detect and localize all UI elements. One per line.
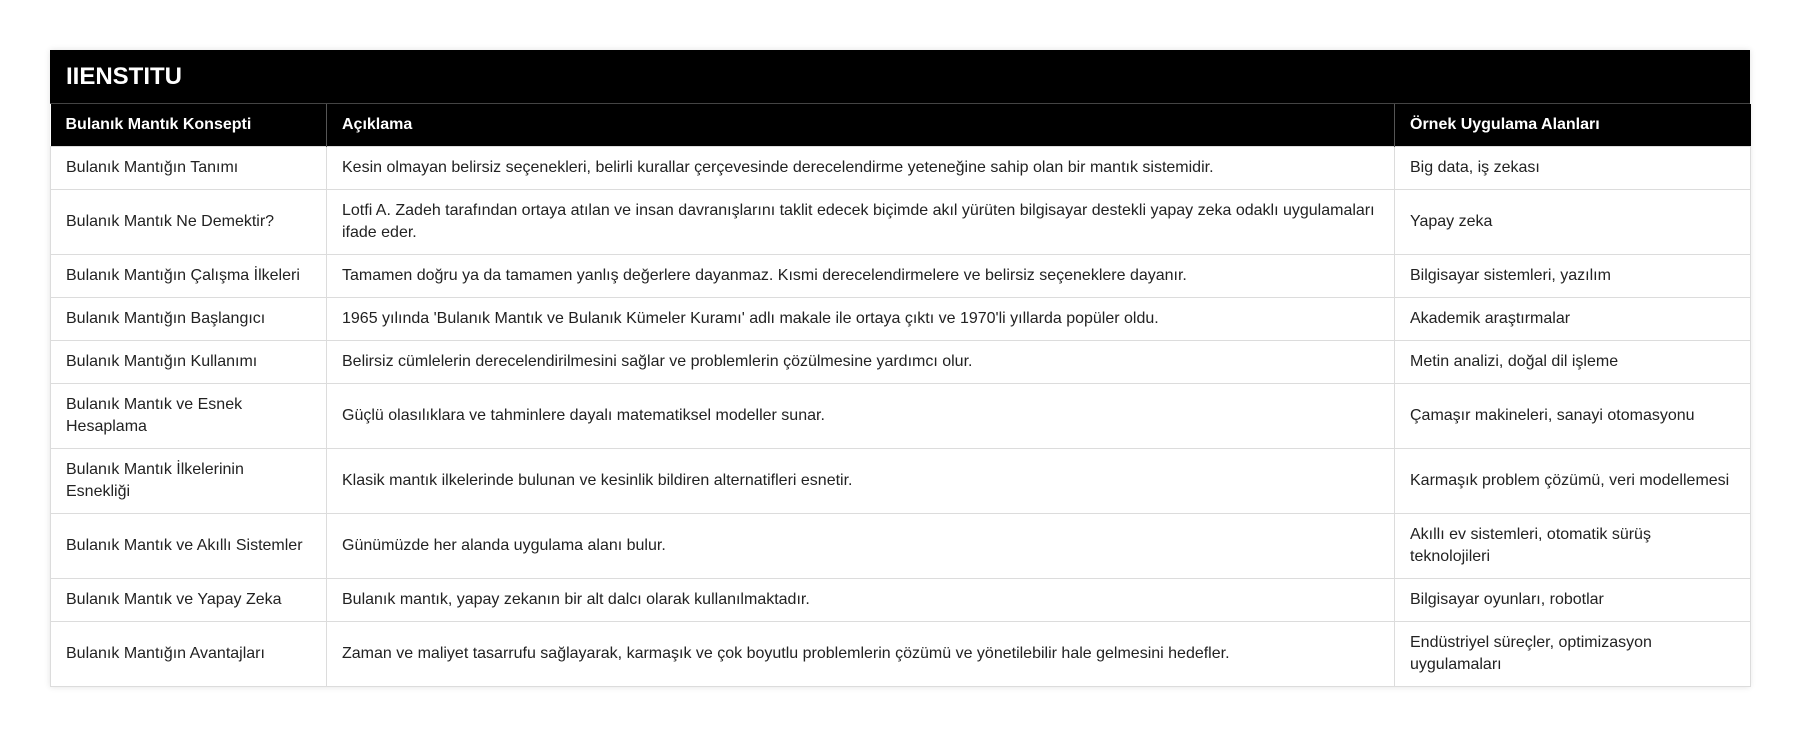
description-cell: Lotfi A. Zadeh tarafından ortaya atılan ve insan davranışlarını taklit edecek biçimde akıl yürüten bilgisayar destekli yapay zeka odaklı uygulamaları ifade eder. <box>327 189 1395 254</box>
application-cell: Bilgisayar sistemleri, yazılım <box>1395 254 1751 297</box>
concept-cell: Bulanık Mantığın Avantajları <box>51 621 327 686</box>
application-cell: Karmaşık problem çözümü, veri modellemesi <box>1395 448 1751 513</box>
concept-table <box>50 104 1751 687</box>
header-description: Açıklama <box>327 104 1395 146</box>
concept-cell: Bulanık Mantığın Başlangıcı <box>51 297 327 340</box>
application-cell: Bilgisayar oyunları, robotlar <box>1395 578 1751 621</box>
description-cell: Günümüzde her alanda uygulama alanı bulur. <box>327 513 1395 578</box>
table-row <box>51 254 1751 297</box>
header-concept: Bulanık Mantık Konsepti <box>51 104 327 146</box>
application-cell: Big data, iş zekası <box>1395 146 1751 189</box>
description-cell: Zaman ve maliyet tasarrufu sağlayarak, karmaşık ve çok boyutlu problemlerin çözümü ve yönetilebilir hale gelmesini hedefler. <box>327 621 1395 686</box>
application-cell: Çamaşır makineleri, sanayi otomasyonu <box>1395 383 1751 448</box>
concept-cell: Bulanık Mantığın Kullanımı <box>51 340 327 383</box>
table-row <box>51 383 1751 448</box>
table-row <box>51 621 1751 686</box>
description-cell: Güçlü olasılıklara ve tahminlere dayalı matematiksel modeller sunar. <box>327 383 1395 448</box>
description-cell: Kesin olmayan belirsiz seçenekleri, belirli kurallar çerçevesinde derecelendirme yeteneğine sahip olan bir mantık sistemidir. <box>327 146 1395 189</box>
table-title: IIENSTITU <box>50 50 1750 104</box>
application-cell: Akademik araştırmalar <box>1395 297 1751 340</box>
header-row <box>51 104 1751 146</box>
concept-cell: Bulanık Mantık ve Yapay Zeka <box>51 578 327 621</box>
table-row <box>51 340 1751 383</box>
table-container <box>50 50 1750 687</box>
application-cell: Metin analizi, doğal dil işleme <box>1395 340 1751 383</box>
application-cell: Yapay zeka <box>1395 189 1751 254</box>
description-cell: Tamamen doğru ya da tamamen yanlış değerlere dayanmaz. Kısmi derecelendirmelere ve belirsiz seçeneklere dayanır. <box>327 254 1395 297</box>
description-cell: 1965 yılında 'Bulanık Mantık ve Bulanık Kümeler Kuramı' adlı makale ile ortaya çıktı ve 1970'li yıllarda popüler oldu. <box>327 297 1395 340</box>
header-application-areas: Örnek Uygulama Alanları <box>1395 104 1751 146</box>
table-row <box>51 448 1751 513</box>
concept-cell: Bulanık Mantığın Tanımı <box>51 146 327 189</box>
concept-cell: Bulanık Mantık İlkelerinin Esnekliği <box>51 448 327 513</box>
application-cell: Endüstriyel süreçler, optimizasyon uygulamaları <box>1395 621 1751 686</box>
table-row <box>51 146 1751 189</box>
table-row <box>51 189 1751 254</box>
concept-cell: Bulanık Mantık ve Esnek Hesaplama <box>51 383 327 448</box>
description-cell: Belirsiz cümlelerin derecelendirilmesini sağlar ve problemlerin çözülmesine yardımcı olur. <box>327 340 1395 383</box>
table-row <box>51 513 1751 578</box>
concept-cell: Bulanık Mantığın Çalışma İlkeleri <box>51 254 327 297</box>
application-cell: Akıllı ev sistemleri, otomatik sürüş teknolojileri <box>1395 513 1751 578</box>
description-cell: Bulanık mantık, yapay zekanın bir alt dalcı olarak kullanılmaktadır. <box>327 578 1395 621</box>
table-row <box>51 578 1751 621</box>
concept-cell: Bulanık Mantık ve Akıllı Sistemler <box>51 513 327 578</box>
description-cell: Klasik mantık ilkelerinde bulunan ve kesinlik bildiren alternatifleri esnetir. <box>327 448 1395 513</box>
concept-cell: Bulanık Mantık Ne Demektir? <box>51 189 327 254</box>
table-row <box>51 297 1751 340</box>
